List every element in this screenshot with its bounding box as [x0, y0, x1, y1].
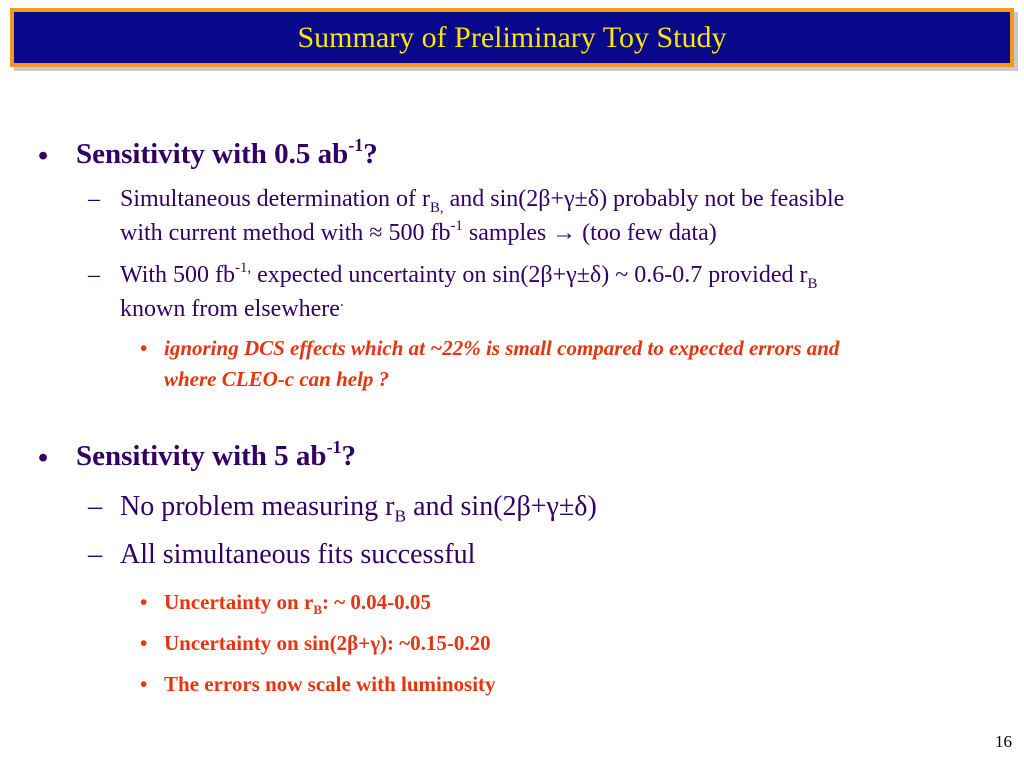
item-text: known from elsewhere [120, 296, 340, 322]
sub-bullet: • [140, 590, 148, 614]
item-superscript: -1, [235, 260, 252, 277]
sub-bullet: • [140, 672, 148, 696]
item-superscript: . [339, 294, 344, 311]
dash: – [88, 262, 100, 288]
section1-item1-line2 [120, 220, 717, 247]
section2-item2: All simultaneous fits successful [120, 539, 476, 570]
result-item: The errors now scale with luminosity [164, 672, 496, 696]
item-text: and sin(2β+γ±δ) probably not be feasible [443, 186, 845, 212]
item-superscript: -1 [450, 218, 463, 235]
heading-superscript: -1 [348, 135, 364, 156]
section2-item1 [120, 491, 597, 526]
item-subscript: B, [429, 199, 444, 216]
heading-end: ? [363, 138, 378, 170]
sub-bullet: • [140, 336, 148, 360]
bullet: • [38, 140, 49, 172]
heading-superscript: -1 [326, 437, 342, 458]
item-text: Simultaneous determination of r [120, 186, 430, 212]
section2-heading [76, 437, 357, 473]
item-subscript: B [807, 275, 818, 292]
section1-note-line2: where CLEO-c can help ? [164, 367, 390, 391]
section1-heading [76, 135, 378, 171]
result-text: Uncertainty on r [164, 590, 314, 614]
result-item: Uncertainty on sin(2β+γ): ~0.15-0.20 [164, 631, 491, 655]
heading-end: ? [341, 440, 357, 472]
result-subscript: B [313, 602, 322, 618]
dash: – [88, 186, 100, 212]
result-text: : ~ 0.04-0.05 [322, 590, 431, 614]
item-text: No problem measuring r [120, 491, 395, 522]
item-subscript: B [394, 506, 407, 526]
page-number: 16 [995, 732, 1012, 751]
slide-title: Summary of Preliminary Toy Study [297, 20, 727, 54]
section1-item2-line2 [120, 296, 344, 323]
section1-item1-line1 [120, 186, 845, 216]
item-text: and sin(2β+γ±δ) [406, 491, 597, 522]
section1-item2-line1 [120, 260, 818, 292]
section1-note-line1: ignoring DCS effects which at ~22% is small compared to expected errors and [164, 336, 840, 360]
dash: – [88, 539, 102, 570]
item-text: with current method with ≈ 500 fb [120, 220, 451, 246]
item-text: With 500 fb [120, 262, 236, 288]
result-item [164, 590, 431, 618]
dash: – [88, 491, 102, 522]
bullet: • [38, 442, 49, 474]
heading-text: Sensitivity with 0.5 ab [76, 138, 349, 170]
sub-bullet: • [140, 631, 148, 655]
item-text: samples → (too few data) [462, 220, 717, 246]
heading-text: Sensitivity with 5 ab [76, 440, 327, 472]
item-text: expected uncertainty on sin(2β+γ±δ) ~ 0.6-0.7 provided r [251, 262, 808, 288]
